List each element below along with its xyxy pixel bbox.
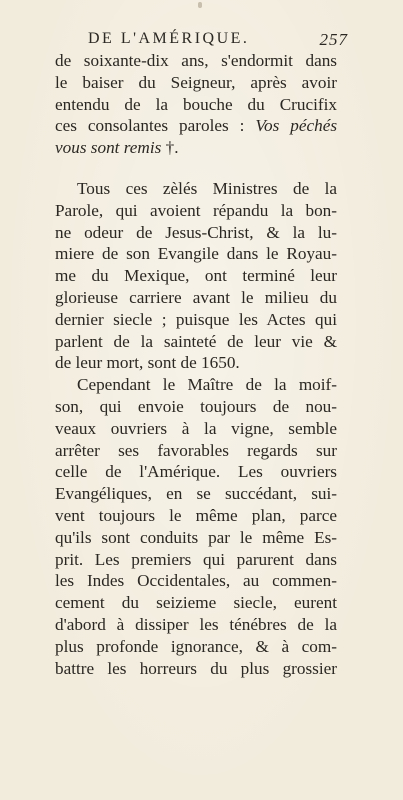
line-text: parlent de la sainteté de leur vie & (55, 331, 337, 351)
text-line (55, 549, 337, 571)
line-text: ne odeur de Jesus-Christ, & la lu- (55, 222, 337, 242)
text-line (55, 396, 337, 418)
text-line (55, 287, 337, 309)
line-text: dernier siecle ; puisque les Actes qui (55, 309, 337, 329)
line-text: le baiser du Seigneur, après avoir (55, 72, 337, 92)
page-number: 257 (319, 30, 348, 49)
text-line (55, 418, 337, 440)
line-text: glorieuse carriere avant le milieu du (55, 287, 337, 307)
text-line (55, 94, 337, 116)
italic-text: Vos péchés (255, 116, 338, 136)
line-text: ces consolantes paroles : (55, 116, 256, 136)
text-line (55, 50, 337, 72)
body-text (55, 50, 337, 679)
page-blemish (198, 2, 202, 8)
running-title: DE L'AMÉRIQUE. (88, 30, 250, 47)
line-text: Cependant le Maître de la moif- (77, 375, 337, 395)
text-line (55, 137, 337, 159)
line-text: les Indes Occidentales, au commen- (55, 571, 337, 591)
line-text: vent toujours le même plan, parce (55, 505, 337, 525)
text-line (55, 570, 337, 592)
line-text: veaux ouvriers à la vigne, semble (55, 418, 337, 438)
line-text: celle de l'Amérique. Les ouvriers (55, 462, 337, 482)
text-line (55, 115, 337, 137)
line-text: de leur mort, sont de 1650. (55, 353, 240, 373)
line-text: d'abord à dissiper les ténébres de la (55, 614, 337, 634)
text-line (55, 72, 337, 94)
text-line (55, 527, 337, 549)
line-text: †. (161, 138, 179, 158)
text-line (55, 200, 337, 222)
text-line (55, 505, 337, 527)
text-line (55, 658, 337, 680)
line-text: son, qui envoie toujours de nou- (55, 396, 337, 416)
text-line (55, 243, 337, 265)
text-line (55, 309, 337, 331)
paragraph (55, 178, 337, 374)
line-text: plus profonde ignorance, & à com- (55, 636, 337, 656)
line-text: cement du seizieme siecle, eurent (55, 593, 337, 613)
text-line (55, 483, 337, 505)
text-line (55, 374, 337, 396)
text-line (55, 352, 337, 374)
line-text: me du Mexique, ont terminé leur (55, 266, 337, 286)
line-text: Tous ces zèlés Ministres de la (77, 178, 337, 198)
line-text: qu'ils sont conduits par le même Es- (55, 527, 337, 547)
text-line (55, 636, 337, 658)
line-text: de soixante-dix ans, s'endormit dans (55, 51, 337, 70)
text-line (55, 178, 337, 200)
text-line (55, 222, 337, 244)
line-text: prit. Les premiers qui parurent dans (55, 549, 337, 569)
line-text: Parole, qui avoient répandu la bon- (55, 200, 337, 220)
text-line (55, 614, 337, 636)
text-line (55, 331, 337, 353)
line-text: arrêter ses favorables regards sur (55, 440, 337, 460)
italic-text: vous sont remis (55, 138, 162, 158)
line-text: battre les horreurs du plus grossier (55, 658, 337, 678)
text-line (55, 440, 337, 462)
line-text: entendu de la bouche du Crucifix (55, 94, 337, 114)
paragraph (55, 374, 337, 679)
line-text: Evangéliques, en se succédant, sui- (55, 484, 337, 504)
paragraph (55, 50, 337, 159)
line-text: miere de son Evangile dans le Royau- (55, 244, 337, 264)
text-line (55, 592, 337, 614)
paragraph-gap (55, 159, 337, 178)
text-line (55, 461, 337, 483)
text-line (55, 265, 337, 287)
